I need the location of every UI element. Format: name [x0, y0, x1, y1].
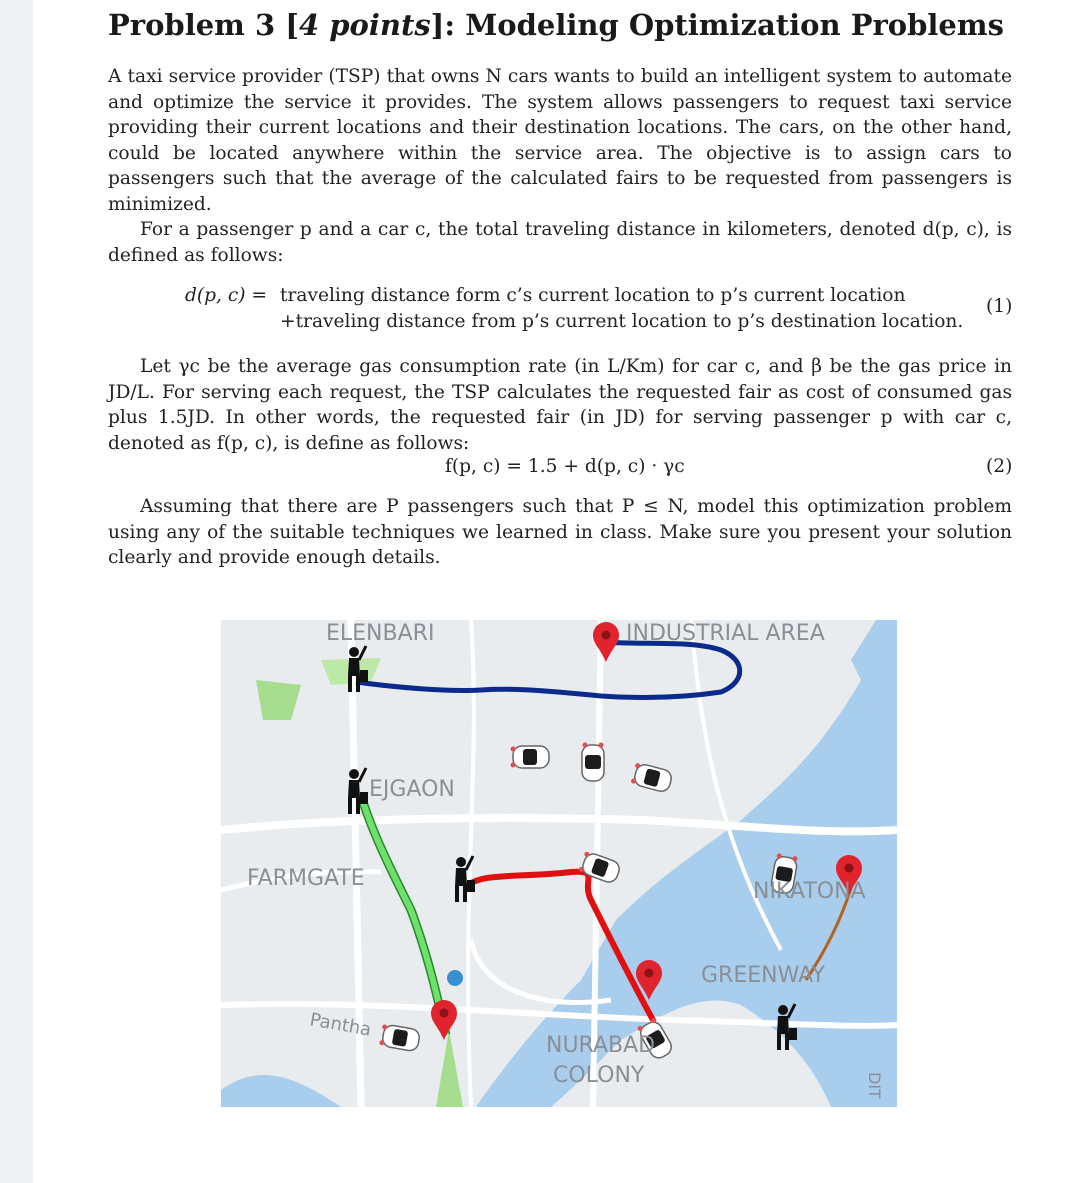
equation-1-lhs: d(p, c) =	[185, 285, 268, 306]
map-label-greenway: GREENWAY	[701, 963, 825, 988]
paragraph-task	[108, 494, 1012, 571]
car-icon	[511, 746, 550, 768]
paragraph-2: For a passenger p and a car c, the total traveling distance in kilometers, denoted d(p, c), is defined as follows:	[108, 219, 1012, 266]
taxi-map-figure	[221, 620, 897, 1107]
car-icon	[582, 743, 604, 782]
map-label-elenbari: ELENBARI	[326, 621, 435, 646]
map-label-colony: COLONY	[553, 1063, 645, 1088]
paragraph-intro	[108, 64, 1012, 268]
map-label-pantha: Pantha	[308, 1009, 373, 1041]
map-svg	[221, 620, 897, 1107]
map-label-farmgate: FARMGATE	[247, 866, 365, 891]
equation-1-number: (1)	[986, 296, 1013, 317]
equation-2-number: (2)	[986, 456, 1013, 477]
paragraph-4: Assuming that there are P passengers such that P ≤ N, model this optimization problem using any of the suitable techniques we learned in class. Make sure you present your solution clearly and provide enough details.	[108, 496, 1012, 568]
paragraph-gas	[108, 354, 1012, 456]
current-location-icon	[447, 970, 463, 986]
equation-1-line-2: +traveling distance from p’s current location to p’s destination location.	[280, 311, 964, 332]
map-label-nikatona: NIKATONA	[753, 879, 866, 904]
problem-title: Problem 3 [4 points]: Modeling Optimization Problems	[108, 8, 1004, 42]
equation-2: f(p, c) = 1.5 + d(p, c) · γc	[445, 456, 685, 477]
paragraph-1: A taxi service provider (TSP) that owns N cars wants to build an intelligent system to automate and optimize the service it provides. The system allows passengers to request taxi service providing their current locations and their destination locations. The cars, on the other hand, could be located anywhere within the service area. The objective is to assign cars to passengers such that the average of the calculated fairs to be requested from passengers is minimized.	[108, 66, 1012, 215]
left-gutter	[0, 0, 33, 1183]
map-label-nurabad: NURABAD	[546, 1033, 656, 1058]
map-label-ejgaon: EJGAON	[369, 777, 455, 802]
equation-1-line-1: traveling distance form c’s current location to p’s current location	[280, 285, 906, 306]
map-label-industrial-area: INDUSTRIAL AREA	[626, 621, 825, 646]
paragraph-3: Let γc be the average gas consumption rate (in L/Km) for car c, and β be the gas price in JD/L. For serving each request, the TSP calculates the requested fair as cost of consumed gas plus 1.5JD. In other words, the requested fair (in JD) for serving passenger p with car c, denoted as f(p, c), is define as follows:	[108, 356, 1012, 454]
map-label-dit: DIT	[865, 1072, 884, 1099]
